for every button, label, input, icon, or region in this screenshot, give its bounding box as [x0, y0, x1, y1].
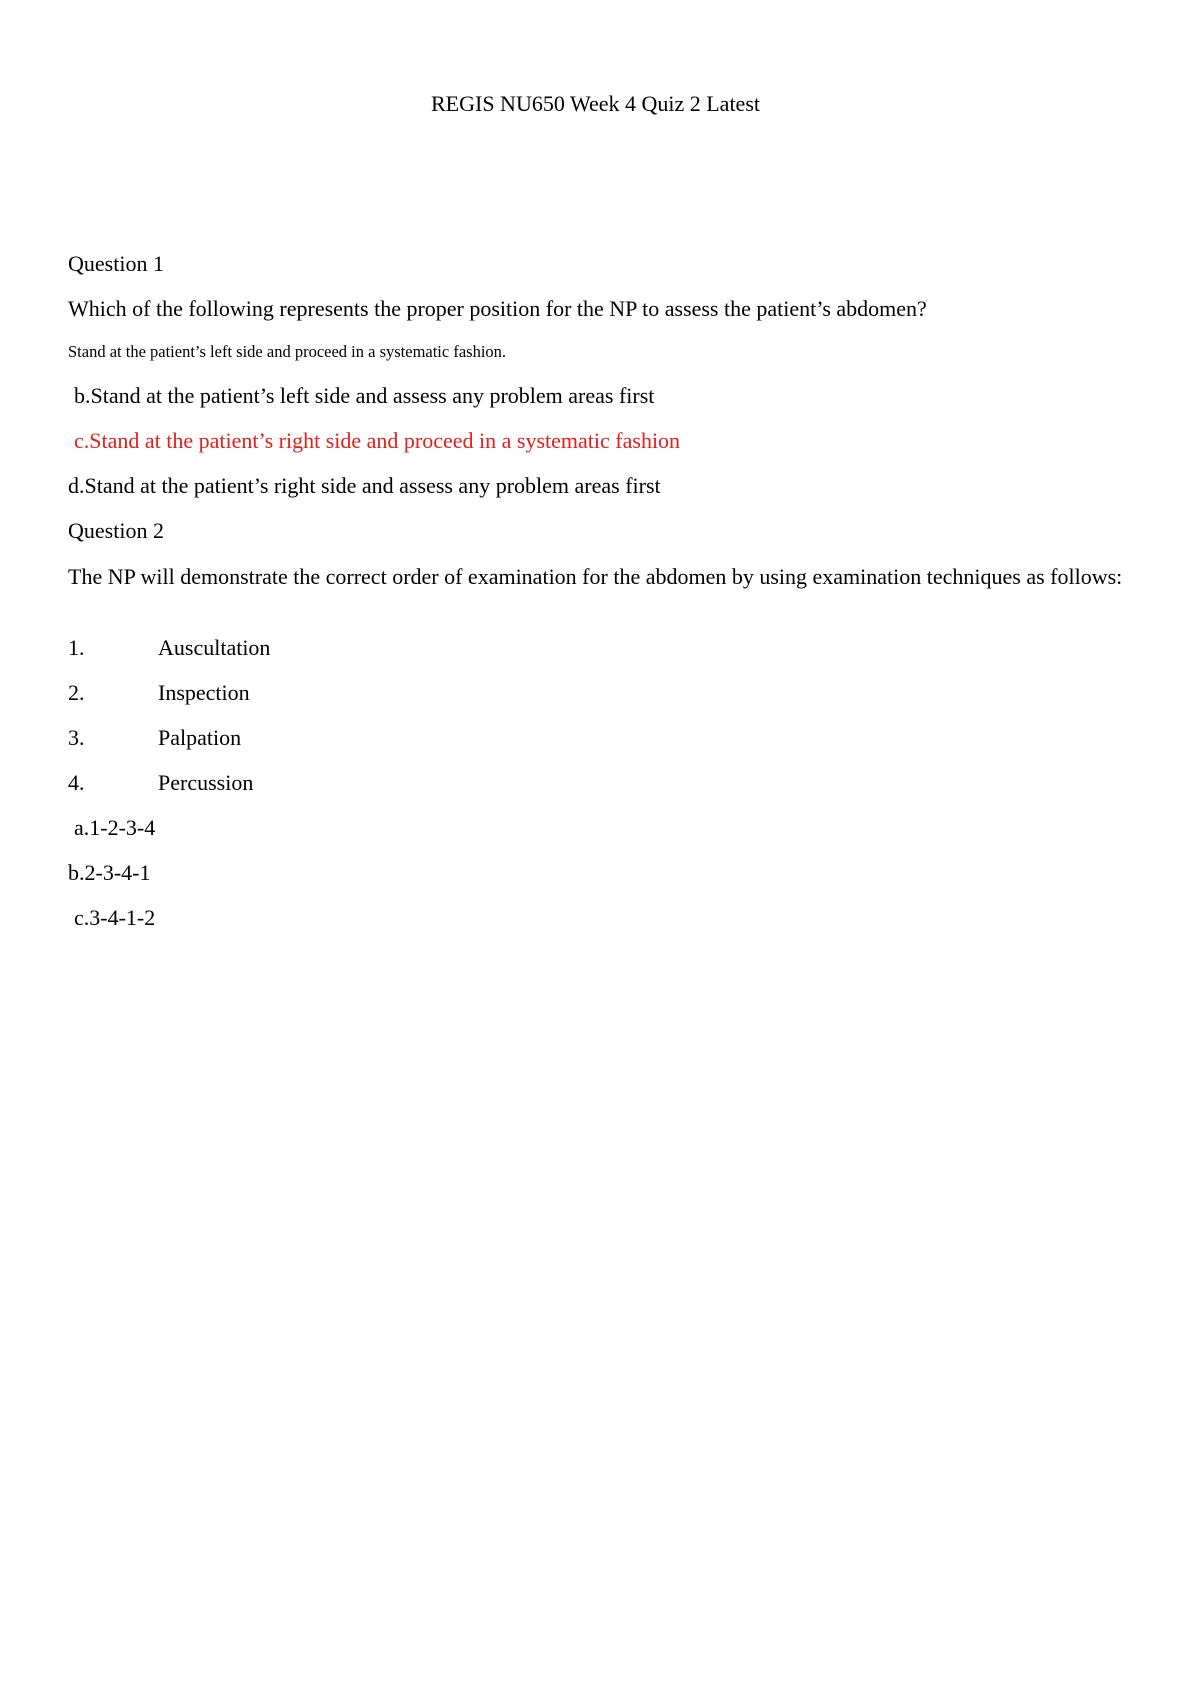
- technique-number: 4.: [68, 770, 85, 795]
- question-2-heading: Question 2: [68, 518, 164, 543]
- technique-number: 2.: [68, 680, 85, 705]
- question-1-prompt: Which of the following represents the proper position for the NP to assess the patient’s abdomen?: [68, 296, 927, 321]
- technique-label: Inspection: [158, 680, 250, 705]
- question-2-option-b: b.2-3-4-1: [68, 860, 151, 885]
- question-1-heading: Question 1: [68, 251, 164, 276]
- technique-number: 3.: [68, 725, 85, 750]
- document-title: REGIS NU650 Week 4 Quiz 2 Latest: [431, 91, 760, 116]
- question-1-option-c-highlighted: c.Stand at the patient’s right side and proceed in a systematic fashion: [74, 428, 681, 453]
- technique-label: Percussion: [158, 770, 254, 795]
- technique-number: 1.: [68, 635, 85, 660]
- technique-label: Palpation: [158, 725, 242, 750]
- question-2-option-c: c.3-4-1-2: [74, 905, 156, 930]
- technique-label: Auscultation: [158, 635, 271, 660]
- question-1-option-a: Stand at the patient’s left side and proceed in a systematic fashion.: [68, 342, 507, 361]
- question-2-prompt: The NP will demonstrate the correct order of examination for the abdomen by using examination techniques as follows:: [68, 564, 1123, 589]
- question-2-option-a: a.1-2-3-4: [74, 815, 156, 840]
- question-1-option-d: d.Stand at the patient’s right side and assess any problem areas first: [68, 473, 661, 498]
- question-1-option-b: b.Stand at the patient’s left side and assess any problem areas first: [74, 383, 655, 408]
